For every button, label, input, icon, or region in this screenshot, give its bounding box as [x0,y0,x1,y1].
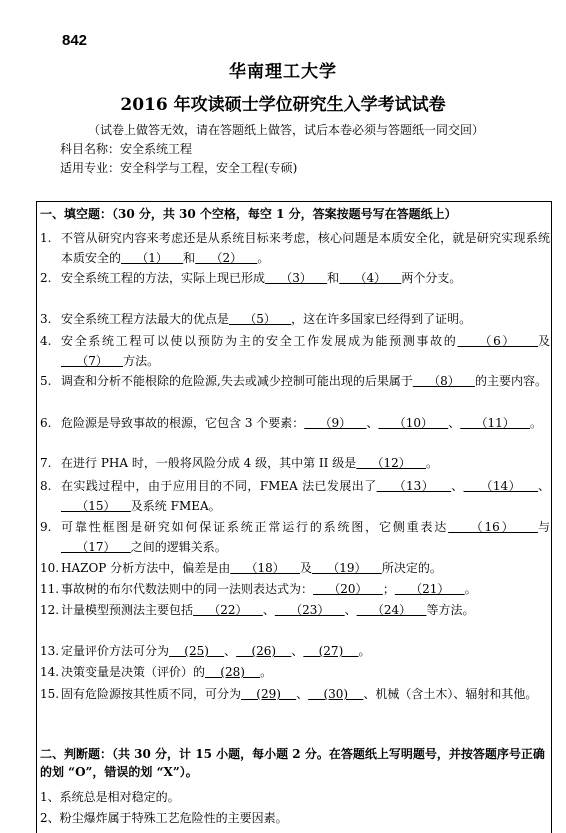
exam-title: 2016 年攻读硕士学位研究生入学考试试卷 [120,95,446,115]
question-text-segment: 。 [260,665,273,679]
question-text-segment: 及 [300,561,313,575]
question-text-segment: 定量评价方法可分为 [61,644,170,658]
subject-name: 科目名称：安全系统工程 [60,142,193,156]
answer-blank: (25) [169,644,225,658]
fill-question [40,371,550,391]
answer-blank: （14） [463,479,538,493]
question-number: 7. [40,456,52,470]
question-text-segment: 和 [327,271,340,285]
answer-blank: （13） [376,479,452,493]
section2-heading: 二、判断题：（共 30 分，计 15 小题，每小题 2 分。在答题纸上写明题号，并按答题序号正确的划 “O”，错误的划 “X”）。 [40,747,545,779]
answer-blank: （8） [412,374,475,388]
answer-blank: (26) [236,644,292,658]
question-number: 14. [40,665,60,679]
question-number: 15. [40,687,60,701]
answer-blank: （17） [61,540,131,554]
question-text-segment: 决策变量是决策（评价）的 [61,665,206,679]
answer-blank: （24） [356,603,427,617]
question-text-segment: 调查和分析不能根除的危险源,失去或减少控制可能出现的后果属于 [61,374,413,388]
fill-question [40,641,550,661]
fill-question [40,228,550,268]
fill-question [40,600,550,620]
question-text-segment: 、 [537,479,550,493]
question-number: 2. [40,271,52,285]
fill-question [40,517,550,557]
answer-blank: (28) [205,665,261,679]
answer-blank: （22） [193,603,263,617]
question-text-segment: 和 [183,251,196,265]
question-text-segment: 安全系统工程的方法，实际上现已形成 [61,271,266,285]
fill-question [40,684,550,704]
question-text-segment: 事故树的布尔代数法则中的同一法则表达式为： [61,582,314,596]
fill-question [40,662,550,682]
judgement-item-2: 2、粉尘爆炸属于特殊工艺危险性的主要因素。 [40,811,288,825]
answer-blank: （21） [394,582,465,596]
answer-blank: （12） [356,456,427,470]
question-text-segment: 安全系统工程可以使以预防为主的安全工作发展成为能预测事故的 [61,334,458,348]
question-number: 8. [40,479,52,493]
question-text-segment: 与 [537,520,550,534]
exam-notice: （试卷上做答无效，请在答题纸上做答，试后本卷必须与答题纸一同交回） [88,123,485,137]
question-text-segment: 危险源是导致事故的根源，它包含 3 个要素： [61,416,305,430]
question-number: 9. [40,520,52,534]
question-number: 11. [40,582,60,596]
answer-blank: （3） [265,271,328,285]
answer-blank: （7） [61,354,124,368]
question-text [61,662,550,682]
question-text [61,684,550,704]
question-text-segment: 。 [464,582,477,596]
answer-blank: （11） [460,416,531,430]
question-number: 4. [40,334,52,348]
exam-code: 842 [62,32,88,49]
question-text-segment: 。 [426,456,439,470]
question-text [61,517,550,557]
judgement-item-1: 1、系统总是相对稳定的。 [40,790,180,804]
question-text [61,228,550,268]
answer-blank: （23） [274,603,345,617]
question-number: 3. [40,312,52,326]
question-text-segment: 、机械（含土木）、辐射和其他。 [363,687,538,701]
question-text-segment: 、 [366,416,379,430]
question-text [61,371,550,391]
question-number: 1. [40,231,52,245]
question-text [61,413,550,433]
fill-question [40,476,550,516]
question-text [61,331,550,371]
question-number: 5. [40,374,52,388]
answer-blank: （18） [230,561,300,575]
answer-blank: （4） [339,271,402,285]
question-text-segment: 及系统 FMEA。 [130,499,221,513]
fill-question [40,579,550,599]
answer-blank: （5） [229,312,292,326]
question-text-segment: 。 [257,251,270,265]
question-text-segment: 两个分支。 [401,271,462,285]
question-text-segment: 的主要内容。 [474,374,547,388]
answer-blank: (29) [241,687,297,701]
fill-question [40,413,550,433]
question-text-segment: 、 [262,603,275,617]
question-text-segment: 、 [291,644,304,658]
question-text [61,641,550,661]
answer-blank: （16） [448,520,538,534]
fill-question [40,268,550,288]
question-text-segment: 等方法。 [426,603,475,617]
school-name: 华南理工大学 [229,62,337,82]
question-text-segment: 在进行 PHA 时，一般将风险分成 4 级，其中第 II 级是 [61,456,357,470]
question-text-segment: 固有危险源按其性质不同，可分为 [61,687,242,701]
question-text [61,309,550,329]
question-text [61,453,550,473]
answer-blank: （10） [378,416,449,430]
answer-blank: (30) [308,687,364,701]
answer-blank: （20） [313,582,383,596]
question-text [61,600,550,620]
question-text-segment: 在实践过程中，由于应用目的不同，FMEA 法已发展出了 [61,479,377,493]
question-text-segment: 、 [344,603,357,617]
answer-blank: (27) [303,644,359,658]
question-text-segment: 安全系统工程方法最大的优点是 [61,312,230,326]
question-text [61,558,550,578]
question-text-segment: 不管从研究内容来考虑还是从系统目标来考虑，核心问题是本质安全化，就是研究实现系统本质安全的 [61,231,550,265]
answer-blank: （6） [457,334,538,348]
question-number: 13. [40,644,60,658]
question-number: 6. [40,416,52,430]
question-text-segment: 。 [530,416,543,430]
question-text-segment: 、 [224,644,237,658]
question-text-segment: 、 [448,416,461,430]
question-text-segment: 所决定的。 [381,561,442,575]
question-number: 12. [40,603,60,617]
question-text-segment: 、 [296,687,309,701]
question-text-segment: 及 [537,334,550,348]
applicable-major: 适用专业：安全科学与工程，安全工程(专硕) [60,161,298,175]
answer-blank: （15） [61,499,131,513]
question-text-segment: HAZOP 分析方法中，偏差是由 [61,561,231,575]
question-text-segment: 之间的逻辑关系。 [130,540,227,554]
fill-question [40,453,550,473]
question-text-segment: 、 [451,479,464,493]
fill-question [40,558,550,578]
question-text-segment: 计量模型预测法主要包括 [61,603,194,617]
question-number: 10. [40,561,60,575]
fill-question [40,331,550,371]
question-text-segment: 方法。 [123,354,160,368]
fill-question [40,309,550,329]
answer-blank: （2） [195,251,258,265]
question-text [61,579,550,599]
question-text-segment: 可靠性框图是研究如何保证系统正常运行的系统图，它侧重表达 [61,520,449,534]
question-text [61,476,550,516]
answer-blank: （9） [304,416,367,430]
question-text-segment: 。 [358,644,371,658]
section1-heading: 一、填空题：（30 分，共 30 个空格，每空 1 分，答案按题号写在答题纸上） [40,207,457,221]
question-text-segment: ； [382,582,395,596]
question-text [61,268,550,288]
question-text-segment: ，这在许多国家已经得到了证明。 [291,312,472,326]
answer-blank: （19） [312,561,382,575]
answer-blank: （1） [121,251,184,265]
